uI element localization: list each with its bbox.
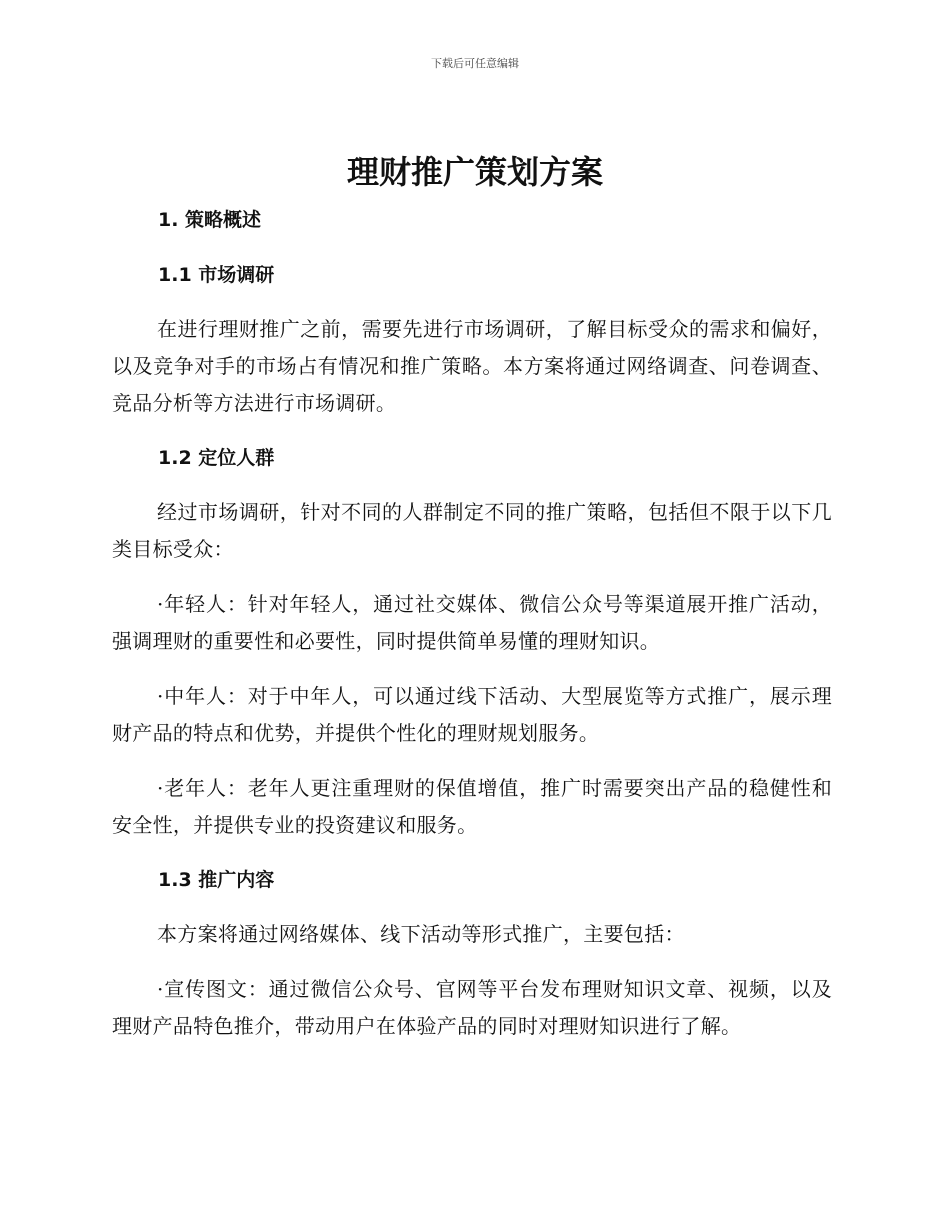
bullet-young-people: ·年轻人：针对年轻人，通过社交媒体、微信公众号等渠道展开推广活动，强调理财的重要性和必要性，同时提供简单易懂的理财知识。 — [112, 592, 832, 653]
section-heading-1-3: 1.3 推广内容 — [158, 869, 275, 891]
page-header-note: 下载后可任意编辑 — [431, 57, 519, 70]
section-heading-1: 1. 策略概述 — [158, 209, 262, 231]
paragraph-market-research: 在进行理财推广之前，需要先进行市场调研，了解目标受众的需求和偏好，以及竞争对手的市场占有情况和推广策略。本方案将通过网络调查、问卷调查、竞品分析等方法进行市场调研。 — [112, 317, 832, 415]
section-heading-1-1: 1.1 市场调研 — [158, 264, 275, 286]
document-title: 理财推广策划方案 — [346, 153, 603, 191]
bullet-middle-aged: ·中年人：对于中年人，可以通过线下活动、大型展览等方式推广，展示理财产品的特点和优势，并提供个性化的理财规划服务。 — [112, 684, 832, 745]
paragraph-target-audience: 经过市场调研，针对不同的人群制定不同的推广策略，包括但不限于以下几类目标受众： — [112, 500, 832, 561]
section-heading-1-2: 1.2 定位人群 — [158, 447, 275, 469]
bullet-elderly: ·老年人：老年人更注重理财的保值增值，推广时需要突出产品的稳健性和安全性，并提供专业的投资建议和服务。 — [112, 776, 832, 837]
bullet-promo-graphics: ·宣传图文：通过微信公众号、官网等平台发布理财知识文章、视频，以及理财产品特色推介，带动用户在体验产品的同时对理财知识进行了解。 — [112, 977, 832, 1038]
paragraph-promotion-content: 本方案将通过网络媒体、线下活动等形式推广，主要包括： — [157, 922, 685, 946]
document-body — [112, 202, 832, 1063]
